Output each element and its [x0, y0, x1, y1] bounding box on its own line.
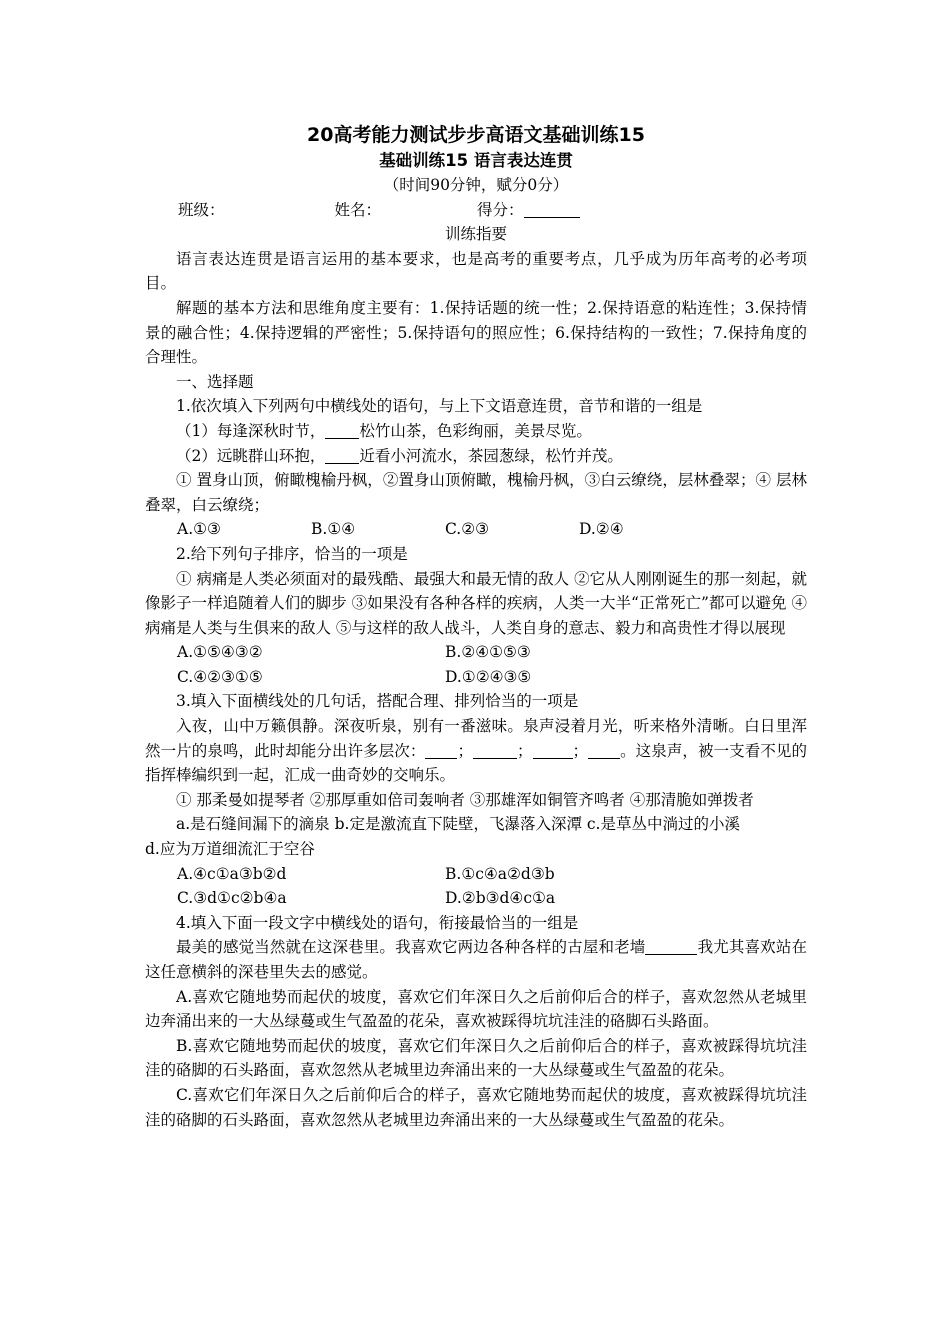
q3-option-c[interactable]: C.③d①c②b④a	[177, 889, 287, 908]
q1-option-a[interactable]: A.①③	[177, 520, 221, 539]
intro-paragraph-1: 语言表达连贯是语言运用的基本要求，也是高考的重要考点，几乎成为历年高考的必考项目。	[145, 249, 807, 293]
q1-sentence-1: （1）每逢深秋时节， 松竹山茶，色彩绚丽，美景尽览。	[176, 421, 592, 440]
q2-options-row-2	[177, 665, 807, 690]
q3-line-b: a.是石缝间漏下的滴泉 b.定是激流直下陡壁，飞瀑落入深潭 c.是草丛中淌过的小溪	[176, 815, 740, 834]
q4-blank[interactable]	[645, 937, 697, 955]
document-content	[145, 122, 807, 1132]
name-label: 姓名：	[334, 200, 382, 219]
q3-blank-4[interactable]	[588, 741, 620, 759]
q4-option-b[interactable]: B.喜欢它随地势而起伏的坡度，喜欢它们年深日久之后前仰后合的样子，喜欢被踩得坑坑洼洼的硌脚的石头路面，喜欢忽然从老城里边奔涌出来的一大丛绿蔓或生气盈盈的花朵。	[145, 1036, 807, 1080]
q1-blank-2[interactable]	[325, 446, 359, 464]
q3-line-c: d.应为万道细流汇于空谷	[145, 840, 315, 859]
q3-blank-1[interactable]	[425, 741, 457, 759]
q2-stem: 2.给下列句子排序，恰当的一项是	[176, 544, 408, 563]
score-blank[interactable]	[524, 200, 580, 218]
q2-option-b[interactable]: B.②④①⑤③	[445, 643, 531, 662]
q2-body: ① 病痛是人类必须面对的最残酷、最强大和最无情的敌人 ②它从人刚刚诞生的那一刻起，就像影子一样追随着人们的脚步 ③如果没有各种各样的疾病，人类一大半“正常死亡”都可以避免 ④病痛是人类与生俱来的敌人 ⑤与这样的敌人战斗，人类自身的意志、毅力和高贵性才得以展现	[145, 569, 807, 637]
q1-sentence-2: （2）远眺群山环抱， 近看小河流水，茶园葱绿，松竹并茂。	[176, 446, 623, 465]
q3-blank-3[interactable]	[533, 741, 573, 759]
q1-options	[177, 517, 807, 542]
page-subtitle: 基础训练15 语言表达连贯	[379, 151, 573, 170]
class-label: 班级：	[178, 200, 225, 219]
q3-line-a: ① 那柔曼如提琴者 ②那厚重如倍司轰响者 ③那雄浑如铜管齐鸣者 ④那清脆如弹拨者	[176, 790, 754, 809]
q1-option-d[interactable]: D.②④	[579, 520, 624, 539]
q3-option-a[interactable]: A.④c①a③b②d	[177, 864, 287, 883]
section-heading: 一、选择题	[176, 372, 254, 391]
q4-body: 最美的感觉当然就在这深巷里。我喜欢它两边各种各样的古屋和老墙 我尤其喜欢站在这任意横斜的深巷里失去的感觉。	[145, 938, 807, 981]
q3-option-d[interactable]: D.②b③d④c①a	[445, 889, 556, 908]
student-info-row	[178, 198, 807, 223]
q3-blank-2[interactable]	[473, 741, 517, 759]
q4-option-c[interactable]: C.喜欢它们年深日久之后前仰后合的样子，喜欢它随地势而起伏的坡度，喜欢被踩得坑坑洼洼的硌脚的石头路面，喜欢忽然从老城里边奔涌出来的一大丛绿蔓或生气盈盈的花朵。	[145, 1085, 807, 1129]
page-title: 20高考能力测试步步高语文基础训练15	[307, 124, 645, 146]
q1-blank-1[interactable]	[325, 421, 359, 439]
q4-option-a[interactable]: A.喜欢它随地势而起伏的坡度，喜欢它们年深日久之后前仰后合的样子，喜欢忽然从老城里边奔涌出来的一大丛绿蔓或生气盈盈的花朵，喜欢被踩得坑坑洼洼的硌脚石头路面。	[145, 987, 807, 1031]
q2-option-c[interactable]: C.④②③①⑤	[177, 667, 263, 686]
time-note: （时间90分钟，赋分0分）	[383, 176, 569, 194]
q2-option-d[interactable]: D.①②④③⑤	[445, 667, 532, 686]
guide-title: 训练指要	[444, 225, 507, 244]
q3-option-b[interactable]: B.①c④a②d③b	[445, 864, 555, 883]
q1-stem: 1.依次填入下列两句中横线处的语句，与上下文语意连贯，音节和谐的一组是	[176, 397, 703, 416]
q1-option-c[interactable]: C.②③	[445, 520, 490, 539]
q3-body: 入夜，山中万籁俱静。深夜听泉，别有一番滋味。泉声浸着月光，听来格外清晰。白日里浑然一片的泉鸣，此时却能分出许多层次： ； ； ； 。这泉声，被一支看不见的指挥棒编织到一起，汇成一曲奇妙的交响乐。	[145, 717, 807, 785]
score-label: 得分：	[477, 200, 524, 219]
q3-stem: 3.填入下面横线处的几句话，搭配合理、排列恰当的一项是	[176, 692, 579, 711]
q4-stem: 4.填入下面一段文字中横线处的语句，衔接最恰当的一组是	[176, 913, 579, 932]
q1-choices: ① 置身山顶，俯瞰槐榆丹枫，②置身山顶俯瞰，槐榆丹枫，③白云缭绕，层林叠翠；④ 层林叠翠，白云缭绕；	[145, 471, 807, 514]
q1-option-b[interactable]: B.①④	[311, 520, 356, 539]
q3-options-row-1	[177, 862, 807, 887]
intro-paragraph-2: 解题的基本方法和思维角度主要有：1.保持话题的统一性；2.保持语意的粘连性；3.保持情景的融合性；4.保持逻辑的严密性；5.保持语句的照应性；6.保持结构的一致性；7.保持角度的合理性。	[145, 298, 807, 367]
q3-options-row-2	[177, 886, 807, 911]
q2-option-a[interactable]: A.①⑤④③②	[177, 643, 263, 662]
q2-options-row-1	[177, 640, 807, 665]
